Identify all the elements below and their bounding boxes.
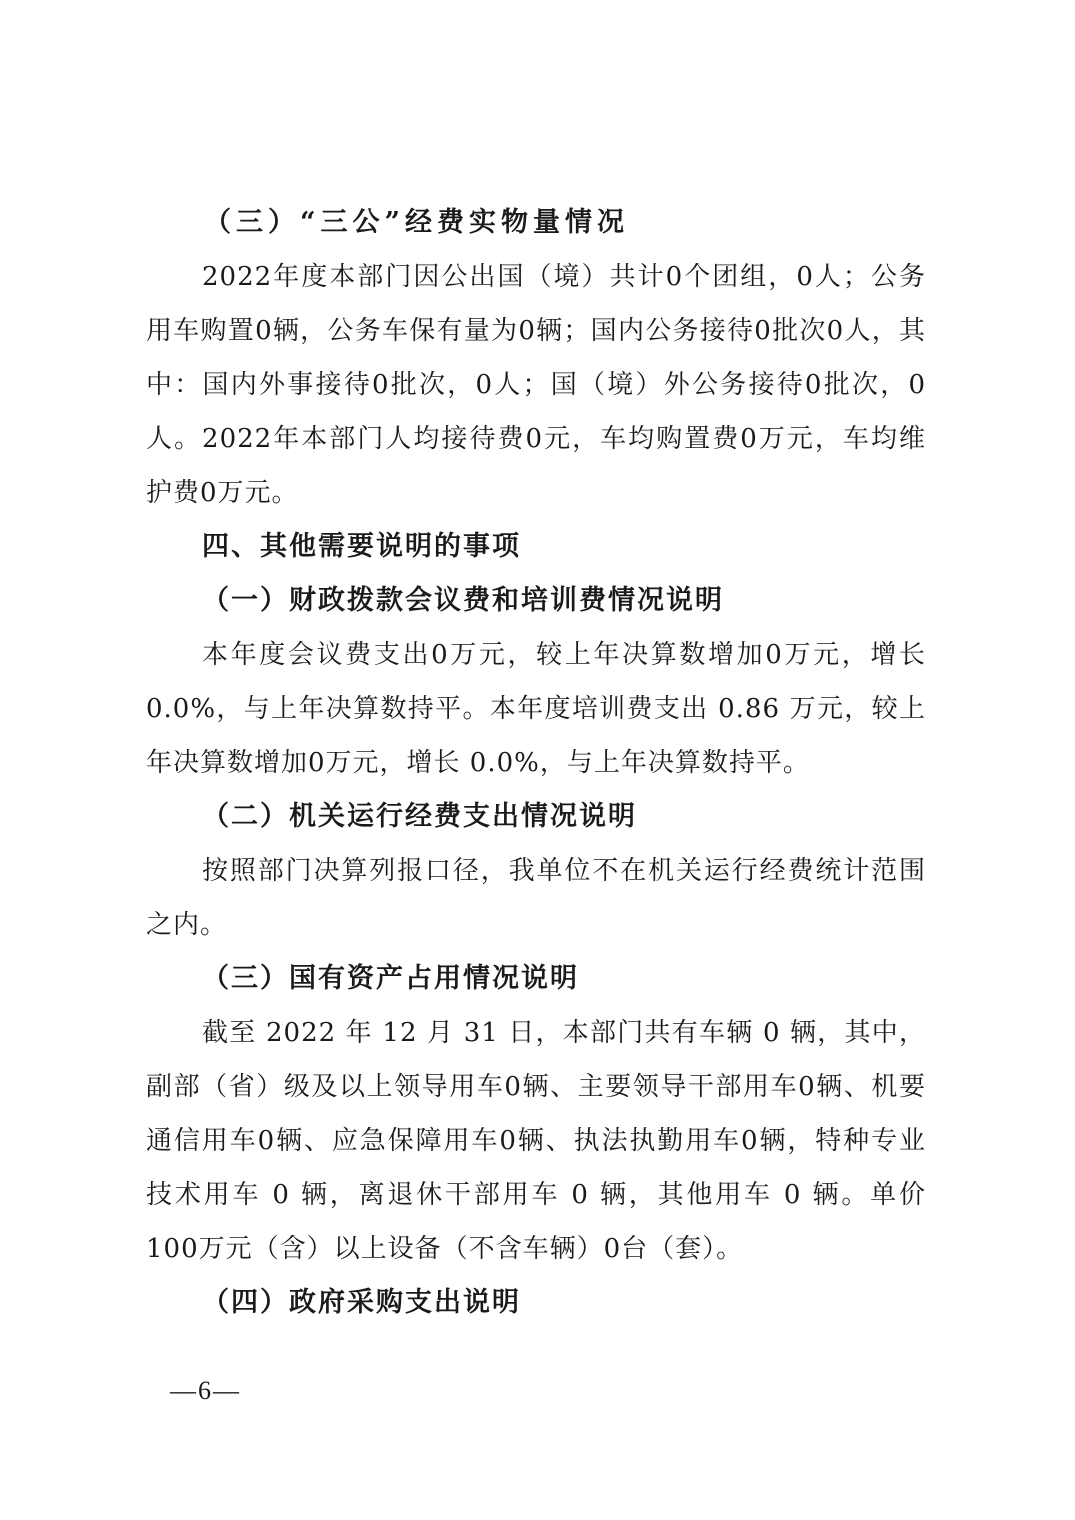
page-content (146, 196, 926, 1330)
paragraph-meeting-training: 本年度会议费支出0万元，较上年决算数增加0万元，增长 0.0%，与上年决算数持平。本年度培训费支出 0.86 万元，较上年决算数增加0万元，增长 0.0%，与上年决算数持平。 (146, 640, 926, 778)
paragraph-three-public-quantity: 2022年度本部门因公出国（境）共计0个团组，0人；公务用车购置0辆，公务车保有量为0辆；国内公务接待0批次0人，其中：国内外事接待0批次，0人；国（境）外公务接待0批次，0人。2022年本部门人均接待费0元，车均购置费0万元，车均维护费0万元。 (146, 262, 926, 508)
paragraph-agency-operation: 按照部门决算列报口径，我单位不在机关运行经费统计范围之内。 (146, 856, 926, 940)
paragraph-state-assets: 截至 2022 年 12 月 31 日，本部门共有车辆 0 辆，其中，副部（省）级及以上领导用车0辆、主要领导干部用车0辆、机要通信用车0辆、应急保障用车0辆、执法执勤用车0辆，特种专业技术用车 0 辆，离退休干部用车 0 辆，其他用车 0 辆。单价100万元（含）以上设备（不含车辆）0台（套）。 (146, 1018, 926, 1264)
section-heading-three-public-quantity: （三）“三公”经费实物量情况 (204, 207, 630, 238)
section-heading-state-assets: （三）国有资产占用情况说明 (202, 963, 579, 994)
page-number: —6— (170, 1376, 241, 1405)
section-heading-meeting-training: （一）财政拨款会议费和培训费情况说明 (202, 585, 724, 616)
section-heading-agency-operation: （二）机关运行经费支出情况说明 (202, 801, 637, 832)
section-heading-other-matters: 四、其他需要说明的事项 (202, 531, 521, 562)
section-heading-procurement: （四）政府采购支出说明 (202, 1287, 521, 1318)
